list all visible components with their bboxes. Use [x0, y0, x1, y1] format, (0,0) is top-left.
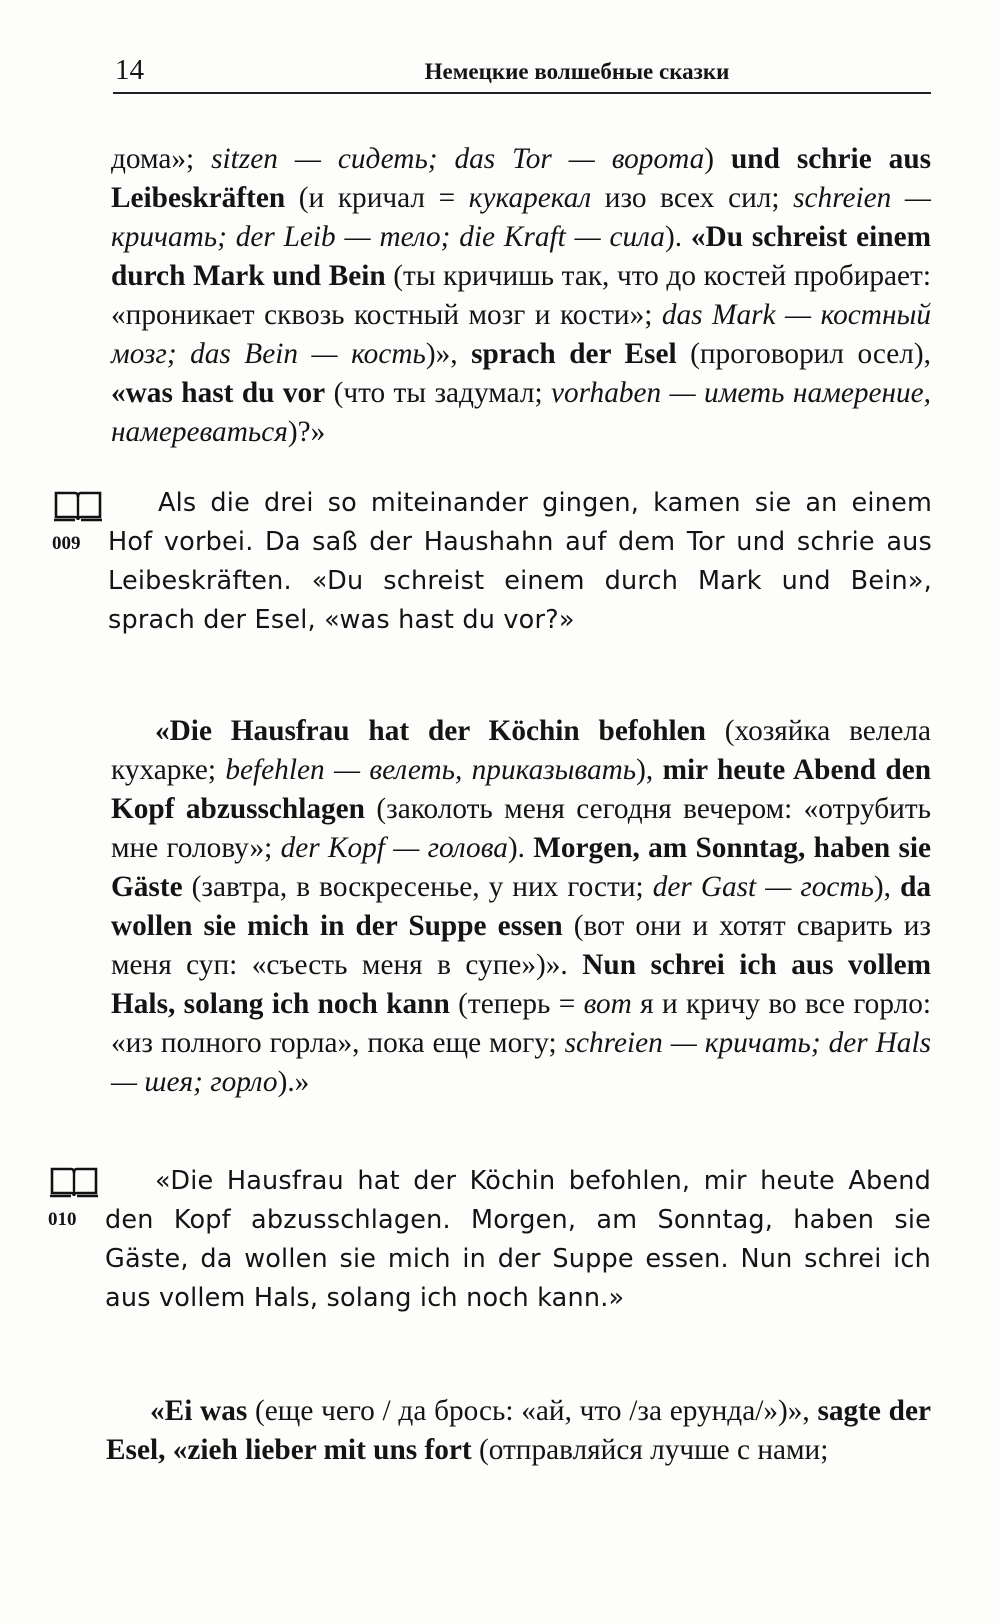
gloss-text: ) [704, 143, 731, 175]
gloss-text: (еще чего / да брось: «ай, что /за ерунда/»)», [247, 1395, 818, 1427]
gloss-text: ), [636, 754, 663, 786]
original-text-010: «Die Hausfrau hat der Köchin befohlen, mir heute Abend den Kopf abzusschlagen. Morgen, am Sonntag, haben sie Gäste, da wollen sie mich in der Suppe essen. Nun schrei ich aus vollem Hals, solang ich noch kann.» [105, 1166, 931, 1313]
gloss-text: изо всех сил; [591, 182, 794, 214]
gloss-italic: der Kopf — голова [280, 832, 508, 864]
gloss-bold: Morgen, am Sonntag, haben sie Gäste [111, 832, 932, 903]
gloss-text: ).» [277, 1066, 310, 1098]
gloss-text: ). [507, 832, 534, 864]
gloss-text: ), [873, 871, 901, 903]
gloss-text: (завтра, в воскресенье, у них гости; [182, 871, 653, 903]
gloss-text: я и кричу во все горло: «из полного горла», пока еще могу; [111, 988, 931, 1059]
gloss-bold: «Ei was [150, 1395, 248, 1427]
gloss-text: ). [664, 221, 691, 253]
page-header [113, 52, 931, 94]
gloss-text: )», [425, 338, 458, 370]
gloss-text: (и кричал = [285, 182, 469, 214]
gloss-bold: sagte der Esel, «zieh lieber mit uns fort [106, 1395, 931, 1466]
gloss-italic: der Gast — гость [652, 871, 874, 903]
original-text-009: Als die drei so miteinander gingen, kamen sie an einem Hof vorbei. Da saß der Haushahn auf dem Tor und schrie aus Leibeskräften. «Du schreist einem durch Mark und Bein», sprach der Esel, «was hast du vor?» [108, 488, 932, 635]
gloss-text: (что ты задумал; [325, 377, 552, 409]
track-number: 010 [48, 1209, 77, 1230]
gloss-italic: sitzen — сидеть; das Tor — ворота [211, 143, 705, 175]
gloss-paragraph-2 [111, 712, 931, 1102]
open-book-icon[interactable] [49, 1165, 99, 1199]
gloss-text: (отправляйся лучше с нами; [471, 1434, 829, 1466]
gloss-bold: da wollen sie mich in der Suppe essen [111, 871, 932, 942]
gloss-paragraph-3 [106, 1392, 931, 1470]
gloss-text: дома»; [111, 143, 212, 175]
page-number: 14 [115, 54, 144, 86]
gloss-italic: vorhaben — иметь намерение, намереваться [111, 377, 931, 448]
gloss-italic: кукарекал [468, 182, 592, 214]
gloss-italic: das Mark — костный мозг; das Bein — кость [111, 299, 931, 370]
gloss-bold: Nun schrei ich aus vollem Hals, solang ich noch kann [111, 949, 932, 1020]
gloss-italic: вот [583, 988, 632, 1020]
gloss-italic: schreien — кричать; der Leib — тело; die Kraft — сила [111, 182, 931, 253]
gloss-bold: mir heute Abend den Kopf abzusschlagen [111, 754, 932, 825]
gloss-text: (вот они и хотят сварить из меня суп: «съесть меня в супе»)». [111, 910, 931, 981]
open-book-icon[interactable] [53, 489, 103, 523]
gloss-bold: sprach der Esel [457, 338, 677, 370]
gloss-text: (проговорил осел), [676, 338, 931, 370]
gloss-paragraph-1 [111, 140, 931, 452]
gloss-italic: schreien — кричать; der Hals — шея; горло [111, 1027, 931, 1098]
gloss-bold: «Du schreist einem durch Mark und Bein [111, 221, 932, 292]
gloss-italic: befehlen — велеть, приказывать [225, 754, 637, 786]
gloss-bold: «Die Hausfrau hat der Köchin befohlen [155, 715, 706, 747]
gloss-text: )?» [287, 416, 326, 448]
running-title: Немецкие волшебные сказки [424, 59, 730, 84]
gloss-bold: «was hast du vor [111, 377, 326, 409]
gloss-text: (заколоть меня сегодня вечером: «отрубить мне голову»; [111, 793, 932, 864]
gloss-text: (хозяйка велела кухарке; [111, 715, 931, 786]
track-number: 009 [52, 533, 81, 554]
gloss-bold: und schrie aus Leibeskräften [111, 143, 932, 214]
gloss-text: (теперь = [449, 988, 584, 1020]
gloss-text: (ты кричишь так, что до костей пробирает: «проникает сквозь костный мозг и кости»; [111, 260, 931, 331]
